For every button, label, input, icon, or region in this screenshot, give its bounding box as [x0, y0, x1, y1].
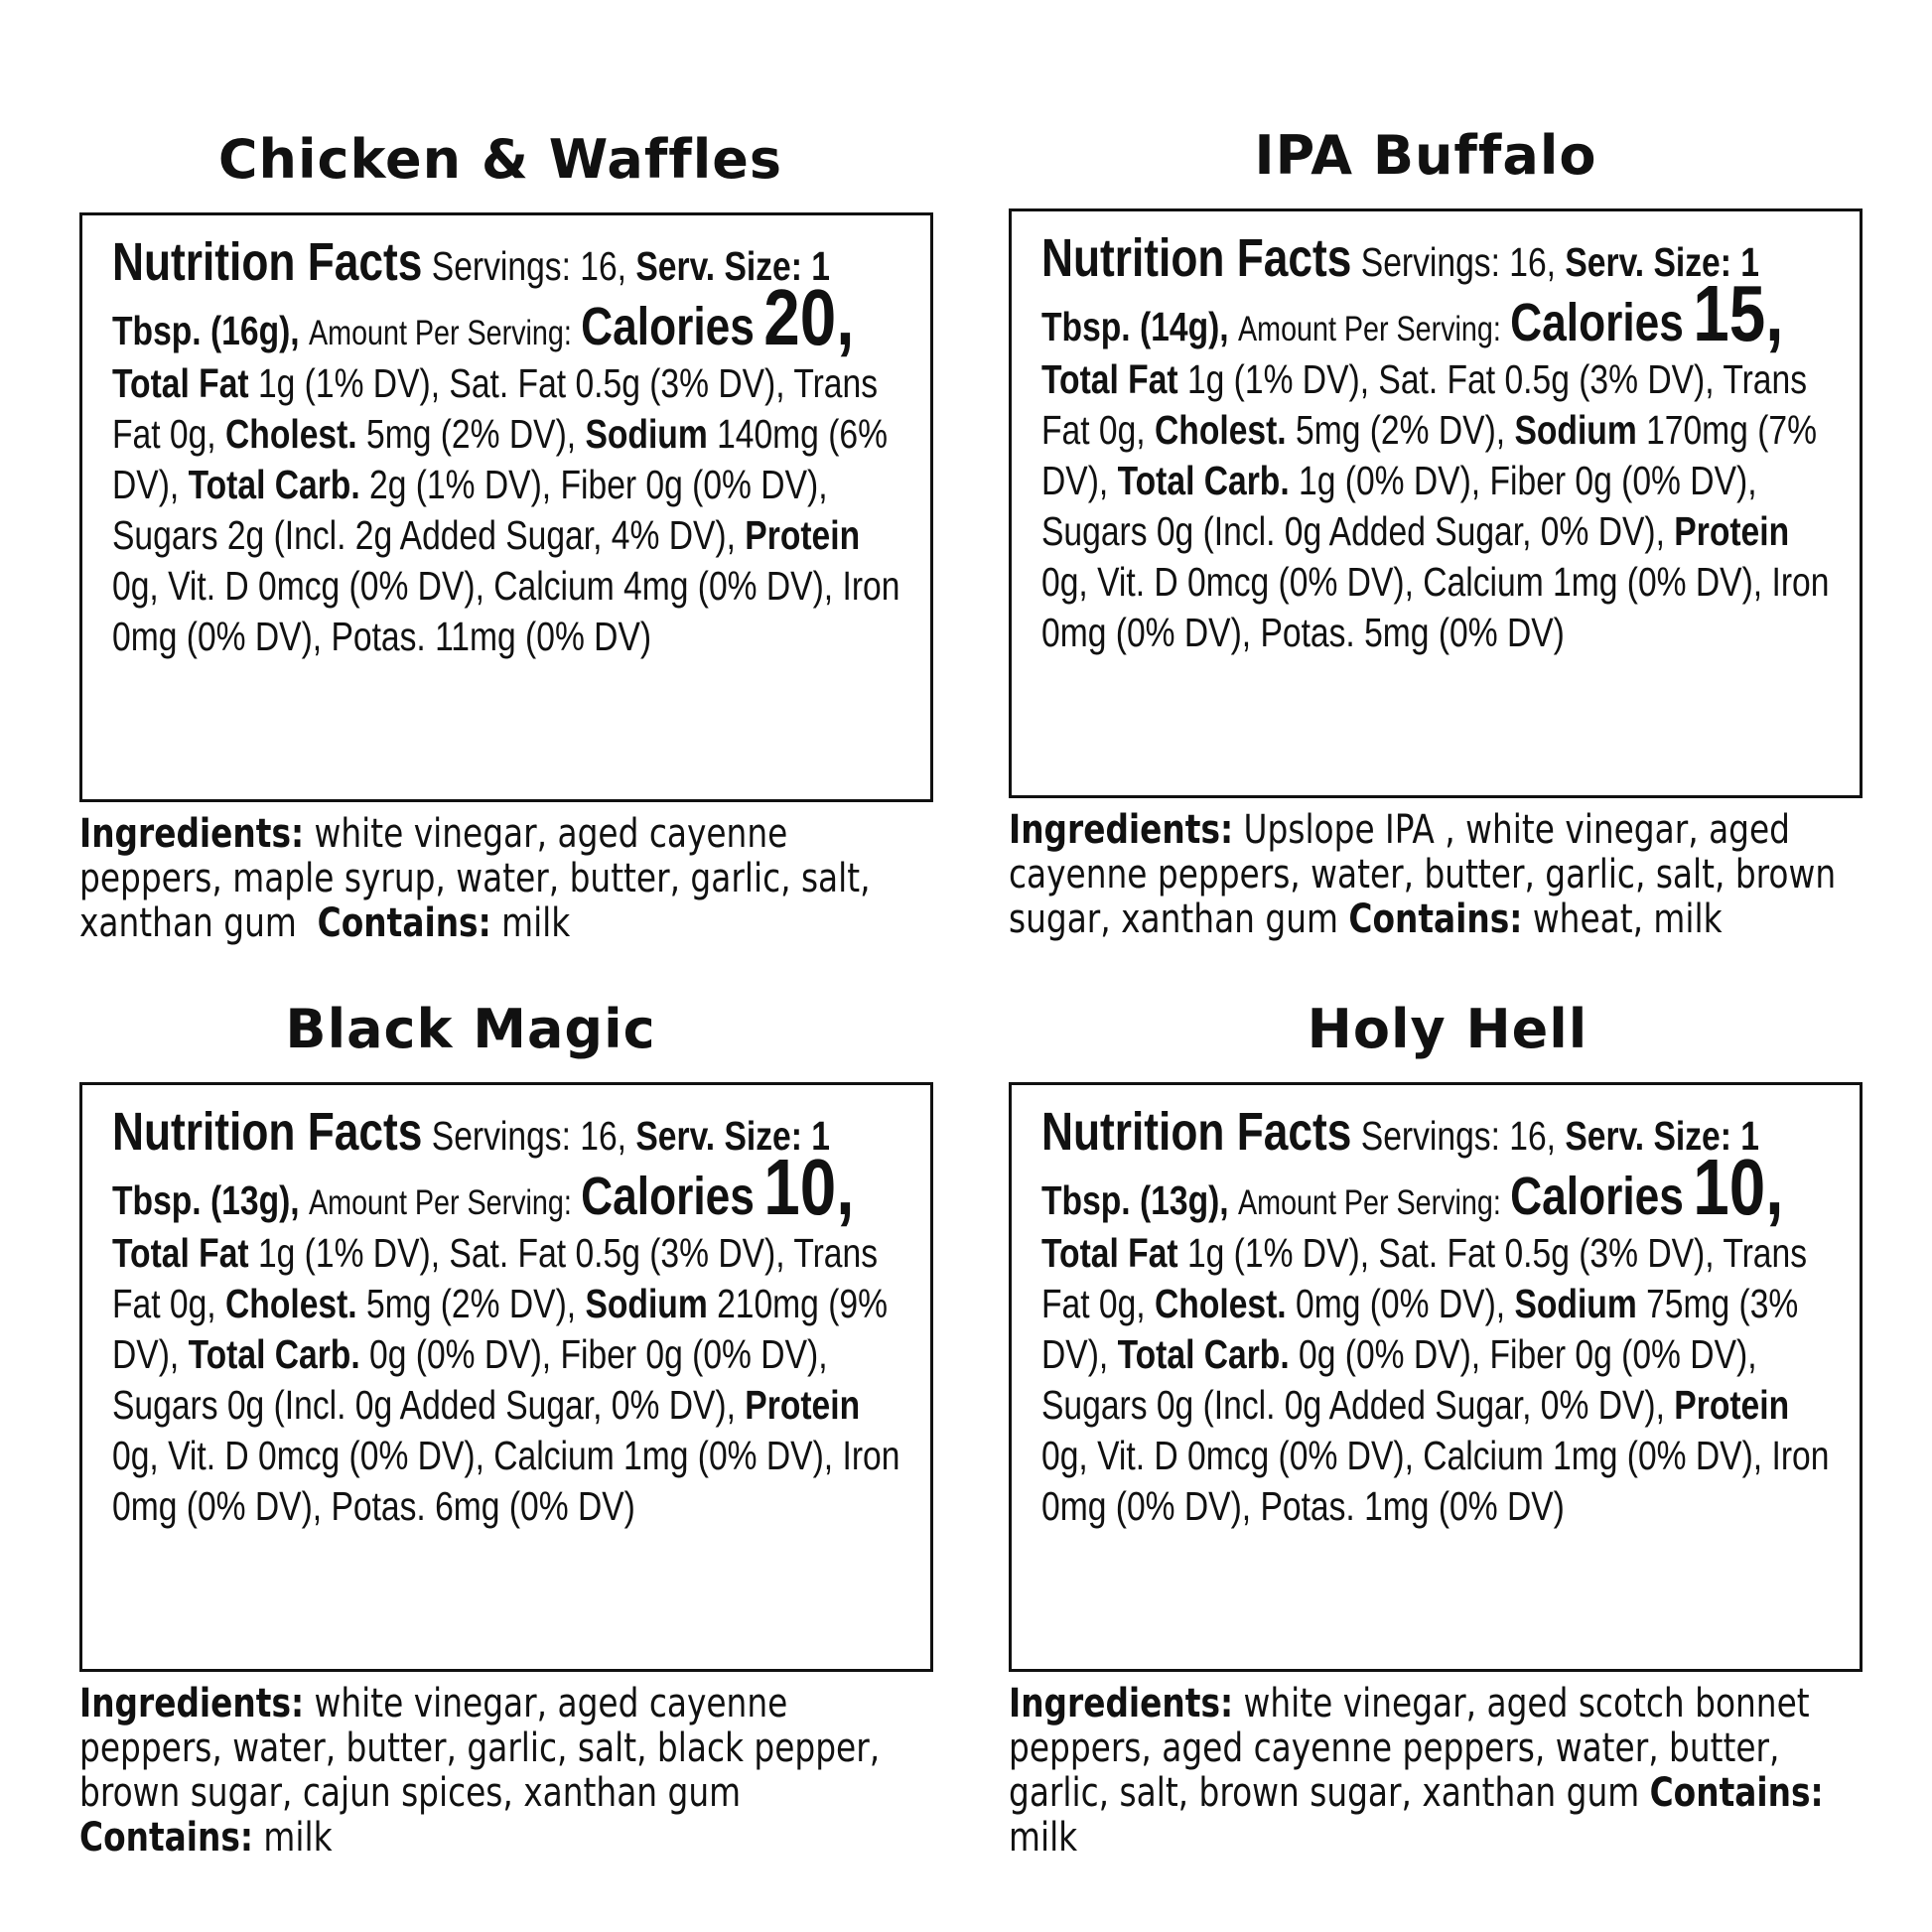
calories-label: Calories: [1510, 293, 1684, 352]
ingredients-list: Upslope IPA , white vinegar, aged cayenne peppers, water, butter, garlic, salt, brown sugar, xanthan gum: [1009, 807, 1837, 942]
amount-per-serving: Amount Per Serving:: [1238, 1183, 1501, 1222]
contains-list: milk: [263, 1815, 333, 1861]
ingredients-block: [1009, 1682, 1863, 1861]
calories-value: 10,: [1693, 1143, 1784, 1231]
ingredients-list: white vinegar, aged cayenne peppers, maple syrup, water, butter, garlic, salt, xanthan gum: [79, 811, 871, 946]
servings: Servings: 16,: [431, 1113, 627, 1159]
ingredients-label: Ingredients:: [1009, 807, 1234, 853]
total-fat-label: Total Fat: [112, 360, 249, 406]
cholesterol-label: Cholest.: [1155, 1281, 1287, 1326]
total-fat-value: 1g (1% DV), Sat. Fat 0.5g (3% DV), Trans Fat 0g,: [112, 360, 879, 457]
sodium-label: Sodium: [1514, 1281, 1637, 1326]
ingredients-label: Ingredients:: [79, 1681, 305, 1726]
sodium-value: 140mg (6% DV),: [112, 411, 889, 507]
protein-label: Protein: [745, 1382, 861, 1428]
serving-size: Serv. Size: 1 Tbsp. (13g),: [1041, 1113, 1759, 1223]
nutrition-heading: Nutrition Facts: [112, 232, 423, 292]
cholesterol-value: 5mg (2% DV),: [365, 1281, 577, 1326]
total-carb-label: Total Carb.: [1117, 458, 1290, 503]
ingredients-label: Ingredients:: [1009, 1681, 1234, 1726]
protein-value: 0g, Vit. D 0mcg (0% DV), Calcium 1mg (0% DV), Iron 0mg (0% DV), Potas. 5mg (0% DV): [1041, 559, 1830, 655]
calories-value: 15,: [1693, 269, 1784, 357]
ingredients-block: [1009, 808, 1863, 942]
protein-label: Protein: [745, 512, 861, 558]
sodium-label: Sodium: [585, 1281, 708, 1326]
ingredients-block: [79, 812, 934, 946]
servings: Servings: 16,: [431, 243, 627, 289]
total-fat-label: Total Fat: [112, 1230, 249, 1276]
sodium-value: 75mg (3% DV),: [1041, 1281, 1799, 1377]
nutrition-heading: Nutrition Facts: [1041, 1102, 1352, 1162]
nutrition-text: [1041, 1102, 1842, 1532]
nutrition-facts-box: [1009, 1082, 1863, 1672]
cholesterol-label: Cholest.: [1155, 407, 1287, 453]
ingredients-list: white vinegar, aged scotch bonnet peppers, aged cayenne peppers, water, butter, garlic, salt, brown sugar, xanthan gum: [1009, 1681, 1810, 1816]
total-carb-label: Total Carb.: [188, 1331, 360, 1377]
sodium-value: 210mg (9% DV),: [112, 1281, 889, 1377]
nutrition-facts-box: [1009, 208, 1863, 798]
contains-list: milk: [501, 900, 571, 946]
nutrition-facts-box: [79, 1082, 933, 1672]
cholesterol-value: 5mg (2% DV),: [1295, 407, 1506, 453]
sodium-label: Sodium: [1514, 407, 1637, 453]
calories-label: Calories: [1510, 1167, 1684, 1226]
amount-per-serving: Amount Per Serving:: [309, 1183, 572, 1222]
calories-label: Calories: [581, 1167, 755, 1226]
nutrition-text: [112, 232, 912, 662]
product-title: Black Magic: [285, 998, 656, 1060]
contains-label: Contains:: [79, 1815, 254, 1861]
ingredients-list: white vinegar, aged cayenne peppers, water, butter, garlic, salt, black pepper, brown sugar, cajun spices, xanthan gum: [79, 1681, 881, 1816]
nutrition-heading: Nutrition Facts: [112, 1102, 423, 1162]
protein-value: 0g, Vit. D 0mcg (0% DV), Calcium 1mg (0% DV), Iron 0mg (0% DV), Potas. 1mg (0% DV): [1041, 1433, 1830, 1529]
total-fat-label: Total Fat: [1041, 1230, 1178, 1276]
servings: Servings: 16,: [1360, 1113, 1557, 1159]
contains-list: wheat, milk: [1532, 897, 1723, 942]
sodium-label: Sodium: [585, 411, 708, 457]
serving-size: Serv. Size: 1 Tbsp. (16g),: [112, 243, 830, 353]
product-title: Holy Hell: [1307, 998, 1588, 1060]
total-fat-label: Total Fat: [1041, 356, 1178, 402]
cholesterol-label: Cholest.: [225, 411, 357, 457]
nutrition-facts-box: [79, 212, 933, 802]
calories-value: 10,: [763, 1143, 855, 1231]
total-carb-label: Total Carb.: [188, 462, 360, 507]
total-carb-value: 1g (0% DV), Fiber 0g (0% DV), Sugars 0g (Incl. 0g Added Sugar, 0% DV),: [1041, 458, 1757, 554]
nutrition-heading: Nutrition Facts: [1041, 228, 1352, 288]
total-carb-label: Total Carb.: [1117, 1331, 1290, 1377]
contains-label: Contains:: [1649, 1770, 1824, 1816]
contains-label: Contains:: [1348, 897, 1523, 942]
product-title: Chicken & Waffles: [217, 128, 783, 191]
amount-per-serving: Amount Per Serving:: [309, 314, 572, 352]
total-fat-value: 1g (1% DV), Sat. Fat 0.5g (3% DV), Trans Fat 0g,: [1041, 356, 1808, 453]
ingredients-block: [79, 1682, 934, 1861]
protein-label: Protein: [1674, 1382, 1790, 1428]
calories-label: Calories: [581, 297, 755, 356]
cholesterol-label: Cholest.: [225, 1281, 357, 1326]
ingredients-label: Ingredients:: [79, 811, 305, 857]
protein-value: 0g, Vit. D 0mcg (0% DV), Calcium 4mg (0% DV), Iron 0mg (0% DV), Potas. 11mg (0% DV): [112, 563, 900, 659]
protein-label: Protein: [1674, 508, 1790, 554]
total-fat-value: 1g (1% DV), Sat. Fat 0.5g (3% DV), Trans Fat 0g,: [1041, 1230, 1808, 1326]
total-carb-value: 0g (0% DV), Fiber 0g (0% DV), Sugars 0g (Incl. 0g Added Sugar, 0% DV),: [1041, 1331, 1757, 1428]
sodium-value: 170mg (7% DV),: [1041, 407, 1818, 503]
total-carb-value: 0g (0% DV), Fiber 0g (0% DV), Sugars 0g (Incl. 0g Added Sugar, 0% DV),: [112, 1331, 828, 1428]
servings: Servings: 16,: [1360, 239, 1557, 285]
amount-per-serving: Amount Per Serving:: [1238, 310, 1501, 348]
cholesterol-value: 5mg (2% DV),: [365, 411, 577, 457]
product-title: IPA Buffalo: [1254, 124, 1597, 187]
cholesterol-value: 0mg (0% DV),: [1295, 1281, 1506, 1326]
total-carb-value: 2g (1% DV), Fiber 0g (0% DV), Sugars 2g (Incl. 2g Added Sugar, 4% DV),: [112, 462, 828, 558]
serving-size: Serv. Size: 1 Tbsp. (13g),: [112, 1113, 830, 1223]
nutrition-text: [1041, 228, 1842, 658]
total-fat-value: 1g (1% DV), Sat. Fat 0.5g (3% DV), Trans Fat 0g,: [112, 1230, 879, 1326]
calories-value: 20,: [763, 273, 855, 361]
nutrition-text: [112, 1102, 912, 1532]
serving-size: Serv. Size: 1 Tbsp. (14g),: [1041, 239, 1759, 349]
contains-label: Contains:: [317, 900, 491, 946]
contains-list: milk: [1009, 1815, 1078, 1861]
protein-value: 0g, Vit. D 0mcg (0% DV), Calcium 1mg (0% DV), Iron 0mg (0% DV), Potas. 6mg (0% DV): [112, 1433, 900, 1529]
